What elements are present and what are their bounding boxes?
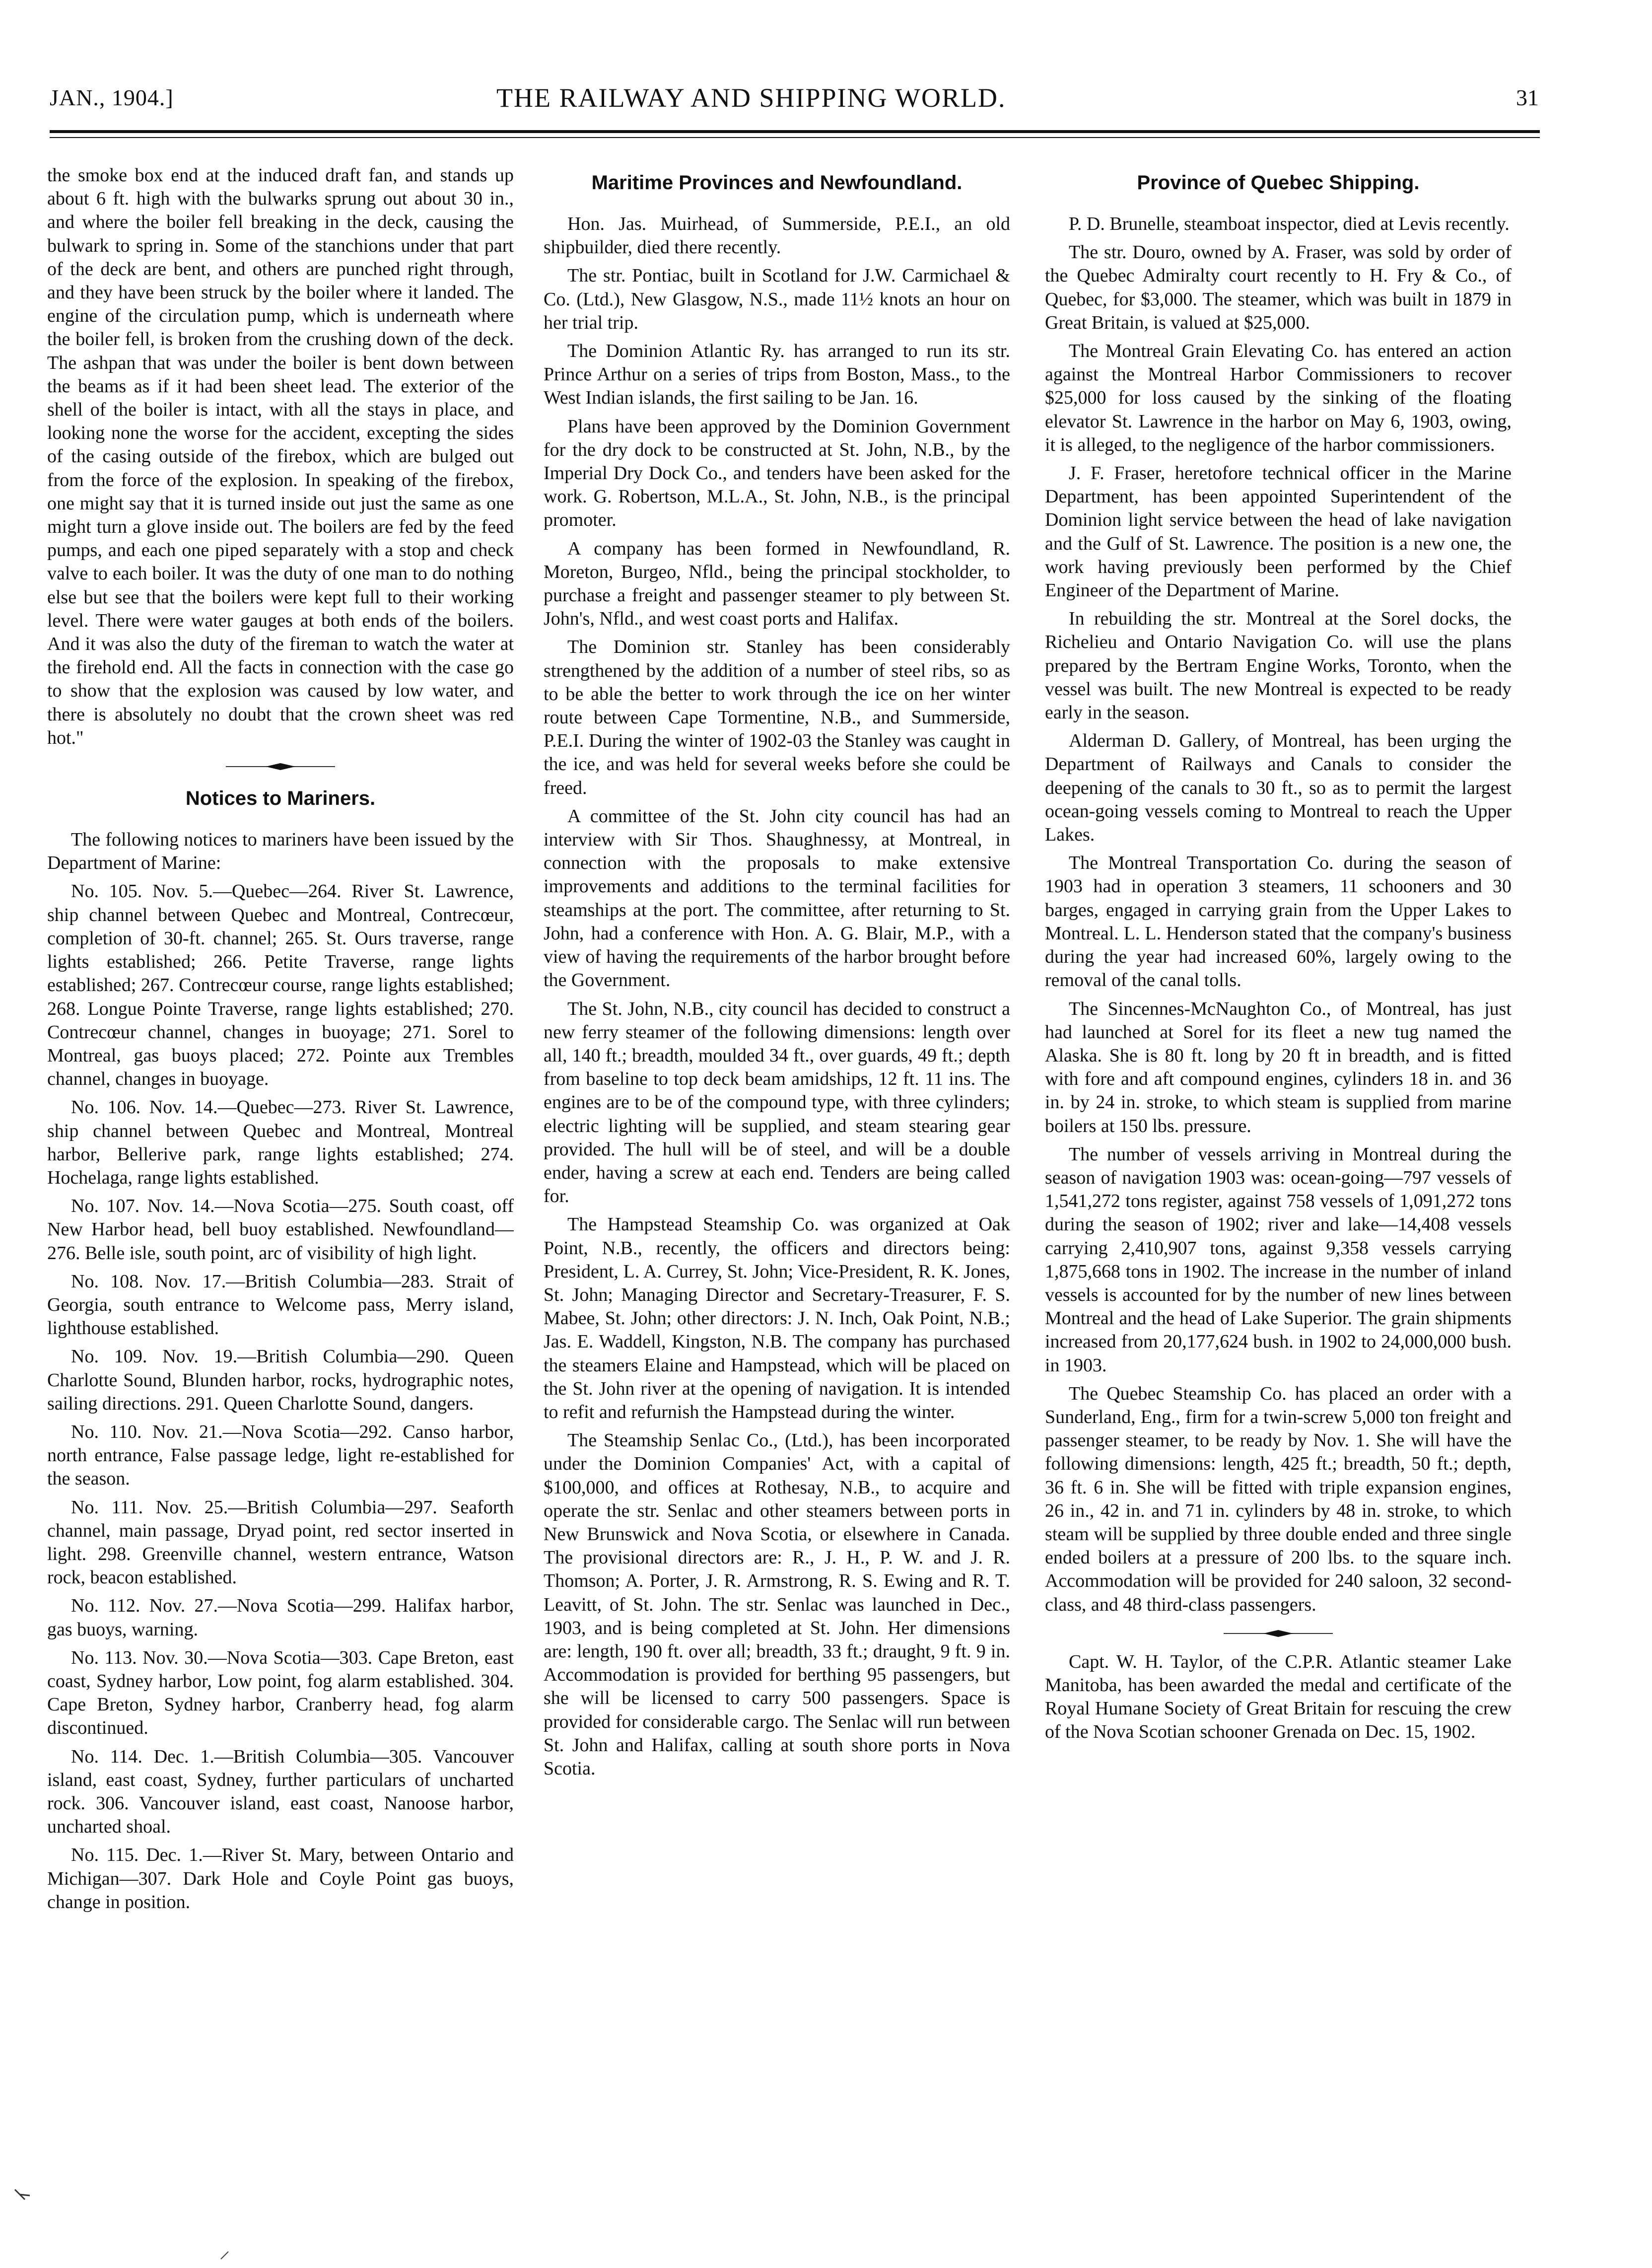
- article-paragraph: The str. Pontiac, built in Scotland for J.W. Carmichael & Co. (Ltd.), New Glasgow, N.S., made 11½ knots an hour on her trial trip.: [544, 265, 1010, 333]
- continued-paragraph: the smoke box end at the induced draft fan, and stands up about 6 ft. high with the bulwarks sprung out about 30 in., and where the boiler fell breaking in the deck, causing the bulwark to spring in. Some of the stanchions under that part of the deck are bent, and others are punched right through, and they have been struck by the boiler where it landed. The engine of the circulation pump, which is underneath where the boiler fell, is broken from the crushing down of the deck. The ashpan that was under the boiler is bent down between the beams as if it had been sheet lead. The exterior of the shell of the boiler is intact, with all the stays in place, and looking none the worse for the accident, excepting the sides of the casing outside of the firebox, which are bulged out from the force of the explosion. In speaking of the firebox, one might say that it is turned inside out just the same as one might turn a glove inside out. The boilers are fed by the feed pumps, and each one piped separately with a stop and check valve to each boiler. It was the duty of one man to do nothing else but see that the boilers were kept full to their working level. There were water gauges at both ends of the boilers. And it was also the duty of the fireman to watch the water at the firehold end. All the facts in connection with the case go to show that the explosion was caused by low water, and there is absolutely no doubt that the crown sheet was red hot.": [47, 165, 514, 748]
- article-paragraph: P. D. Brunelle, steamboat inspector, died at Levis recently.: [1069, 213, 1510, 234]
- article-paragraph: The Dominion str. Stanley has been considerably strengthened by the addition of a number of steel ribs, so as to be able the better to work through the ice on her winter route between Cape Tormentine, N.B., and Summerside, P.E.I. During the winter of 1902-03 the Stanley was caught in the ice, and was held for several weeks before she could be freed.: [544, 637, 1010, 798]
- notice-item: No. 105. Nov. 5.—Quebec—264. River St. Lawrence, ship channel between Quebec and Montreal, Contrecœur, completion of 30-ft. channel; 265. St. Ours traverse, range lights established; 266. Petite Traverse, range lights established; 267. Contrecœur course, range lights established; 268. Longue Pointe Traverse, range lights established; 270. Contrecœur channel, changes in buoyage; 271. Sorel to Montreal, gas buoys placed; 272. Pointe aux Trembles channel, changes in buoyage.: [47, 881, 514, 1090]
- article-paragraph: The Hampstead Steamship Co. was organized at Oak Point, N.B., recently, the officers and directors being: President, L. A. Currey, St. John; Vice-President, R. K. Jones, St. John; Managing Director and Secretary-Treasurer, F. S. Mabee, St. John; other directors: J. N. Inch, Oak Point, N.B.; Jas. E. Waddell, Kingston, N.B. The company has purchased the steamers Elaine and Hampstead, which will be placed on the St. John river at the opening of navigation. It is intended to refit and refurnish the Hampstead during the winter.: [544, 1214, 1010, 1422]
- header-date: JAN., 1904.]: [50, 85, 174, 110]
- header-rule-thick: [50, 130, 1540, 133]
- article-paragraph: The Steamship Senlac Co., (Ltd.), has been incorporated under the Dominion Companies' Act, with a capital of $100,000, and offices at Rothesay, N.B., to acquire and operate the str. Senlac and other steamers between ports in New Brunswick and Nova Scotia, or elsewhere in Canada. The provisional directors are: R., J. H., P. W. and J. R. Thomson; A. Porter, J. R. Armstrong, R. S. Ewing and R. T. Leavitt, of St. John. The str. Senlac was launched in Dec., 1903, and is being completed at St. John. Her dimensions are: length, 190 ft. over all; breadth, 33 ft.; draught, 9 ft. 9 in. Accommodation is provided for berthing 95 passengers, but she will be licensed to carry 500 passengers. Space is provided for considerable cargo. The Senlac will run between St. John and Halifax, calling at south shore ports in Nova Scotia.: [544, 1430, 1010, 1779]
- header-title: THE RAILWAY AND SHIPPING WORLD.: [496, 83, 1006, 113]
- article-paragraph: A company has been formed in Newfoundland, R. Moreton, Burgeo, Nfld., being the principal stockholder, to purchase a freight and passenger steamer to ply between St. John's, Nfld., and west coast ports and Halifax.: [544, 538, 1010, 630]
- column-middle: [544, 164, 1010, 2199]
- column-right: [1045, 164, 1512, 2199]
- article-paragraph: The Montreal Transportation Co. during the season of 1903 had in operation 3 steamers, 11 schooners and 30 barges, engaged in carrying grain from the Upper Lakes to Montreal. L. L. Henderson stated that the company's business during the year had increased 60%, largely owing to the removal of the canal tolls.: [1045, 852, 1512, 991]
- article-paragraph: The number of vessels arriving in Montreal during the season of navigation 1903 was: ocean-going—797 vessels of 1,541,272 tons register, against 758 vessels of 1,091,272 tons during the season of 1902; river and lake—14,408 vessels carrying 2,410,907 tons, against 9,358 vessels carrying 1,875,668 tons in 1902. The increase in the number of inland vessels is accounted for by the number of new lines between Montreal and the head of Lake Superior. The grain shipments increased from 20,177,624 bush. in 1902 to 24,000,000 bush. in 1903.: [1045, 1143, 1512, 1376]
- notice-item: No. 111. Nov. 25.—British Columbia—297. Seaforth channel, main passage, Dryad point, red sector inserted in light. 298. Greenville channel, western entrance, Watson rock, beacon established.: [47, 1496, 514, 1588]
- notice-item: No. 115. Dec. 1.—River St. Mary, between Ontario and Michigan—307. Dark Hole and Coyle Point gas buoys, change in position.: [47, 1844, 514, 1913]
- notice-item: No. 110. Nov. 21.—Nova Scotia—292. Canso harbor, north entrance, False passage ledge, light re-established for the season.: [47, 1421, 514, 1489]
- column-left: [47, 164, 514, 2199]
- article-paragraph: The Montreal Grain Elevating Co. has entered an action against the Montreal Harbor Commissioners to recover $25,000 for loss caused by the sinking of the floating elevator St. Lawrence in the harbor on May 6, 1903, owing, it is alleged, to the negligence of the harbor commissioners.: [1045, 341, 1512, 455]
- article-paragraph: J. F. Fraser, heretofore technical officer in the Marine Department, has been appointed Superintendent of the Dominion light service between the head of lake navigation and the Gulf of St. Lawrence. The position is a new one, the work having previously been performed by the Chief Engineer of the Department of Marine.: [1045, 463, 1512, 601]
- scan-speck: [218, 2249, 233, 2264]
- article-paragraph: The Sincennes-McNaughton Co., of Montreal, has just had launched at Sorel for its fleet a new tug named the Alaska. She is 80 ft. long by 20 ft in breadth, and is fitted with fore and aft compound engines, cylinders 18 in. and 36 in. by 24 in. stroke, to which steam is supplied from marine boilers at 150 lbs. pressure.: [1045, 998, 1512, 1136]
- notice-item: No. 113. Nov. 30.—Nova Scotia—303. Cape Breton, east coast, Sydney harbor, Low point, fog alarm established. 304. Cape Breton, Sydney harbor, Cranberry head, fog alarm discontinued.: [47, 1647, 514, 1739]
- running-header: [50, 84, 1539, 124]
- article-paragraph: The St. John, N.B., city council has decided to construct a new ferry steamer of the following dimensions: length over all, 140 ft.; breadth, moulded 34 ft., over guards, 49 ft.; depth from baseline to top deck beam amidships, 12 ft. 11 ins. The engines are to be of the compound type, with three cylinders; electric lighting will be supplied, and steam stearing gear provided. The hull will be of steel, and will be a double ender, having a screw at each end. Tenders are being called for.: [544, 998, 1010, 1207]
- notice-item: No. 109. Nov. 19.—British Columbia—290. Queen Charlotte Sound, Blunden harbor, rocks, hydrographic notes, sailing directions. 291. Queen Charlotte Sound, dangers.: [47, 1346, 514, 1414]
- notice-item: No. 114. Dec. 1.—British Columbia—305. Vancouver island, east coast, Sydney, further particulars of uncharted rock. 306. Vancouver island, east coast, Nanoose harbor, uncharted shoal.: [47, 1746, 514, 1838]
- notices-heading: Notices to Mariners.: [185, 787, 376, 810]
- notice-item: No. 108. Nov. 17.—British Columbia—283. Strait of Georgia, south entrance to Welcome pass, Merry island, lighthouse established.: [47, 1271, 514, 1339]
- header-rule-thin: [50, 137, 1540, 138]
- article-paragraph: A committee of the St. John city council has had an interview with Sir Thos. Shaughnessy, at Montreal, in connection with the proposals to make extensive improvements and additions to the terminal facilities for steamships at the port. The committee, after returning to St. John, had a conference with Hon. A. G. Blair, M.P., with a view of having the requirements of the harbor brought before the Government.: [544, 805, 1010, 991]
- notice-item: No. 106. Nov. 14.—Quebec—273. River St. Lawrence, ship channel between Quebec and Montreal, Montreal harbor, Bellerive park, range lights established; 274. Hochelaga, range lights established.: [47, 1097, 514, 1188]
- maritime-heading: Maritime Provinces and Newfoundland.: [591, 172, 963, 194]
- quebec-heading: Province of Quebec Shipping.: [1137, 172, 1420, 194]
- notices-intro: The following notices to mariners have been issued by the Department of Marine:: [47, 829, 514, 874]
- article-paragraph: Hon. Jas. Muirhead, of Summerside, P.E.I., an old shipbuilder, died there recently.: [544, 213, 1010, 258]
- article-paragraph: The Dominion Atlantic Ry. has arranged to run its str. Prince Arthur on a series of trips from Boston, Mass., to the West Indian islands, the first sailing to be Jan. 16.: [544, 341, 1010, 409]
- article-paragraph: Capt. W. H. Taylor, of the C.P.R. Atlantic steamer Lake Manitoba, has been awarded the medal and certificate of the Royal Humane Society of Great Britain for rescuing the crew of the Nova Scotian schooner Grenada on Dec. 15, 1902.: [1045, 1651, 1512, 1743]
- scan-speck: [10, 2185, 40, 2214]
- notice-item: No. 112. Nov. 27.—Nova Scotia—299. Halifax harbor, gas buoys, warning.: [47, 1595, 514, 1640]
- article-paragraph: The str. Douro, owned by A. Fraser, was sold by order of the Quebec Admiralty court recently to H. Fry & Co., of Quebec, for $3,000. The steamer, which was built in 1879 in Great Britain, is valued at $25,000.: [1045, 242, 1512, 333]
- page-number: 31: [1516, 85, 1539, 110]
- article-paragraph: Alderman D. Gallery, of Montreal, has been urging the Department of Railways and Canals to consider the deepening of the canals to 30 ft., so as to permit the largest ocean-going vessels coming to Montreal to reach the Upper Lakes.: [1045, 730, 1512, 846]
- notice-item: No. 107. Nov. 14.—Nova Scotia—275. South coast, off New Harbor head, bell buoy established. Newfoundland—276. Belle isle, south point, arc of visibility of high light.: [47, 1196, 514, 1264]
- article-paragraph: In rebuilding the str. Montreal at the Sorel docks, the Richelieu and Ontario Navigation Co. will use the plans prepared by the Bertram Engine Works, Toronto, when the vessel was built. The new Montreal is expected to be ready early in the season.: [1045, 608, 1512, 723]
- article-paragraph: Plans have been approved by the Dominion Government for the dry dock to be constructed at St. John, N.B., by the Imperial Dry Dock Co., and tenders have been asked for the work. G. Robertson, M.L.A., St. John, N.B., is the principal promoter.: [544, 416, 1010, 531]
- article-paragraph: The Quebec Steamship Co. has placed an order with a Sunderland, Eng., firm for a twin-screw 5,000 ton freight and passenger steamer, to be ready by Nov. 1. She will have the following dimensions: length, 425 ft.; breadth, 50 ft.; depth, 36 ft. 6 in. She will be fitted with triple expansion engines, 26 in., 42 in. and 71 in. cylinders by 48 in. stroke, to which steam will be supplied by three double ended and three single ended boilers at a pressure of 200 lbs. to the square inch. Accommodation will be provided for 240 saloon, 32 second-class, and 48 third-class passengers.: [1045, 1383, 1512, 1615]
- section-divider: [47, 755, 514, 780]
- section-divider: [1045, 1622, 1512, 1646]
